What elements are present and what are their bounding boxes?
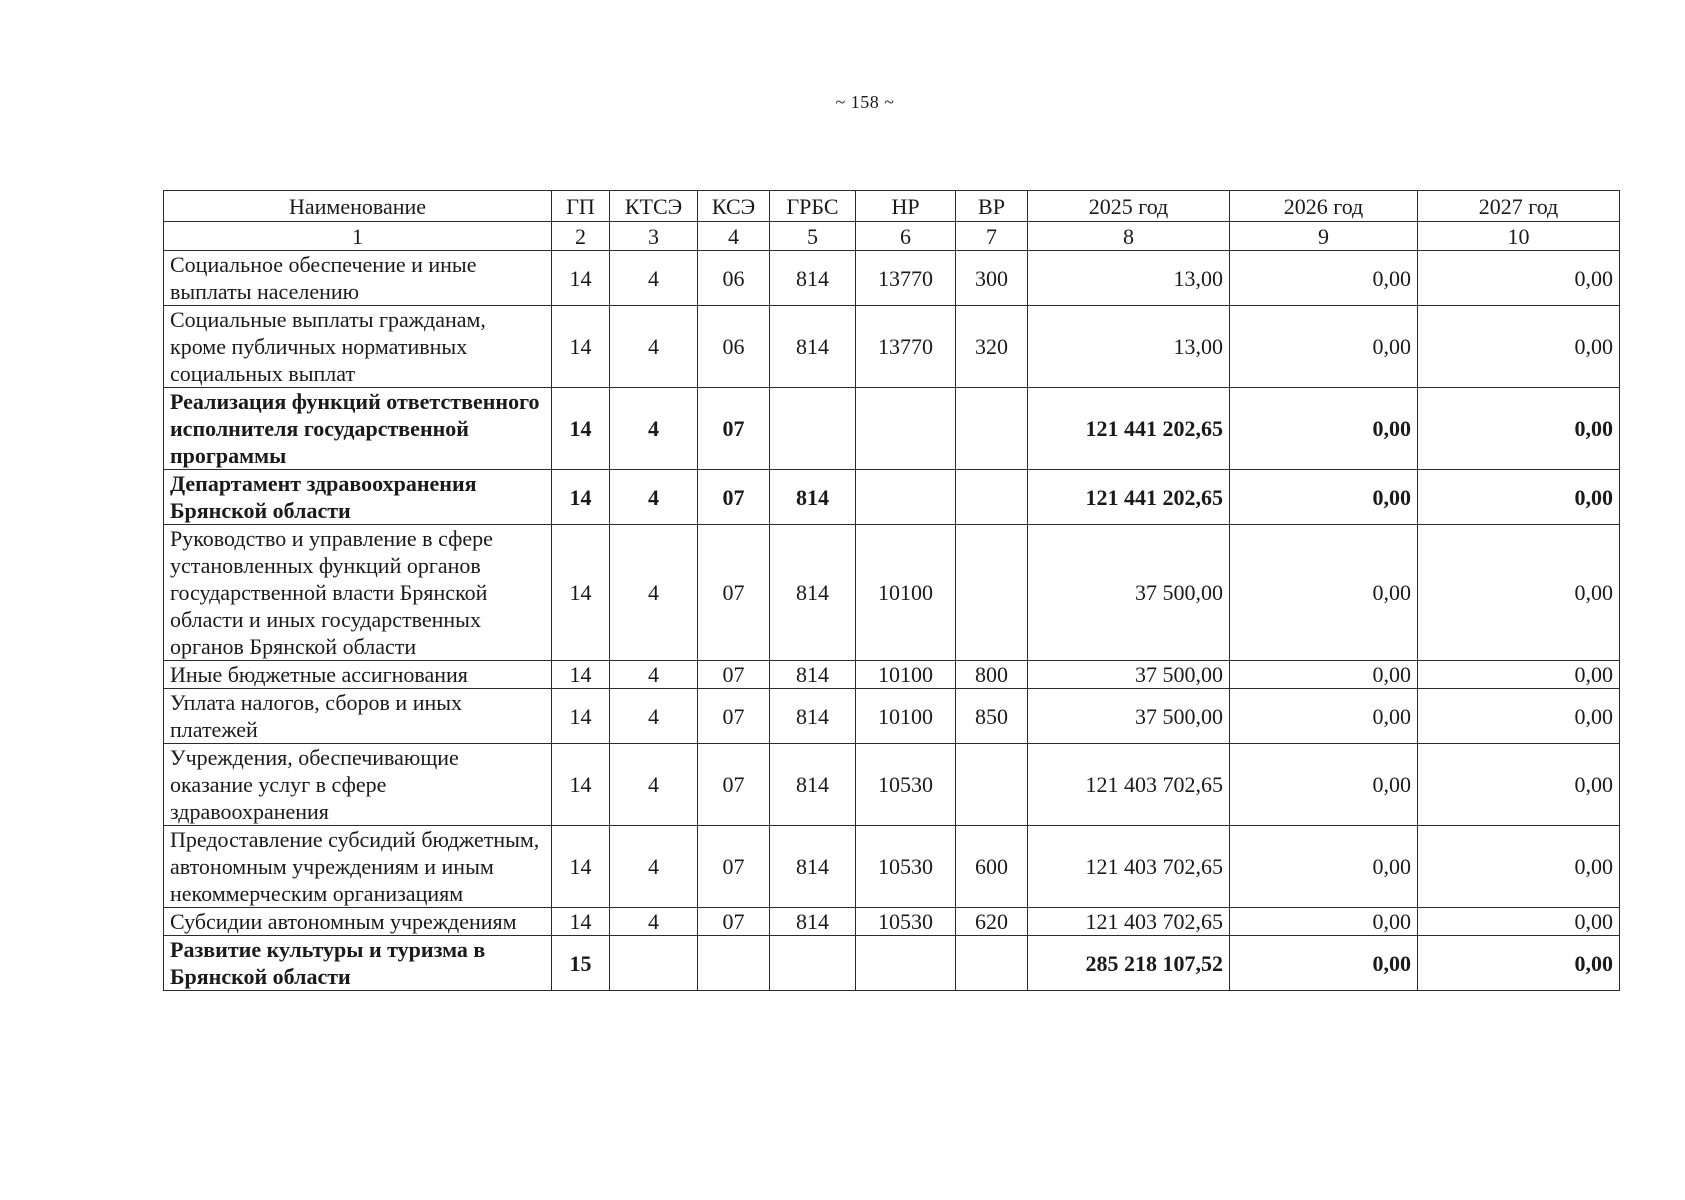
row-amount-2026: 0,00	[1230, 470, 1418, 525]
row-nr: 13770	[856, 306, 956, 388]
row-gp: 14	[552, 306, 610, 388]
row-name: Предоставление субсидий бюджетным, автономным учреждениям и иным некоммерческим организациям	[164, 826, 552, 908]
header-ktse: КТСЭ	[610, 191, 698, 222]
row-grbs: 814	[770, 689, 856, 744]
row-nr: 13770	[856, 251, 956, 306]
row-vr	[956, 388, 1028, 470]
row-grbs: 814	[770, 525, 856, 661]
column-number: 7	[956, 222, 1028, 251]
table-row	[164, 306, 1620, 388]
row-grbs: 814	[770, 826, 856, 908]
row-amount-2026: 0,00	[1230, 306, 1418, 388]
row-amount-2027: 0,00	[1418, 744, 1620, 826]
column-number: 9	[1230, 222, 1418, 251]
row-amount-2025: 37 500,00	[1028, 689, 1230, 744]
row-kse: 07	[698, 744, 770, 826]
row-vr	[956, 525, 1028, 661]
row-vr: 850	[956, 689, 1028, 744]
row-grbs: 814	[770, 251, 856, 306]
row-ktse	[610, 936, 698, 991]
row-ktse: 4	[610, 470, 698, 525]
row-nr	[856, 470, 956, 525]
row-amount-2025: 121 403 702,65	[1028, 744, 1230, 826]
row-amount-2025: 121 403 702,65	[1028, 826, 1230, 908]
row-name: Иные бюджетные ассигнования	[164, 661, 552, 689]
row-gp: 14	[552, 744, 610, 826]
row-gp: 14	[552, 251, 610, 306]
table-row	[164, 251, 1620, 306]
row-vr: 300	[956, 251, 1028, 306]
row-name: Субсидии автономным учреждениям	[164, 908, 552, 936]
row-vr: 320	[956, 306, 1028, 388]
row-vr: 600	[956, 826, 1028, 908]
row-kse: 07	[698, 388, 770, 470]
row-amount-2026: 0,00	[1230, 826, 1418, 908]
row-amount-2025: 13,00	[1028, 306, 1230, 388]
row-ktse: 4	[610, 661, 698, 689]
row-amount-2026: 0,00	[1230, 936, 1418, 991]
row-vr	[956, 744, 1028, 826]
row-grbs: 814	[770, 470, 856, 525]
row-amount-2027: 0,00	[1418, 689, 1620, 744]
row-ktse: 4	[610, 826, 698, 908]
row-name: Департамент здравоохранения Брянской области	[164, 470, 552, 525]
row-amount-2026: 0,00	[1230, 388, 1418, 470]
row-amount-2026: 0,00	[1230, 908, 1418, 936]
budget-table	[163, 190, 1620, 991]
row-nr: 10100	[856, 661, 956, 689]
row-gp: 14	[552, 388, 610, 470]
row-name: Учреждения, обеспечивающие оказание услуг в сфере здравоохранения	[164, 744, 552, 826]
row-ktse: 4	[610, 525, 698, 661]
row-nr: 10530	[856, 826, 956, 908]
row-amount-2027: 0,00	[1418, 306, 1620, 388]
header-name: Наименование	[164, 191, 552, 222]
row-amount-2027: 0,00	[1418, 388, 1620, 470]
table-row	[164, 661, 1620, 689]
table-row	[164, 470, 1620, 525]
column-number: 4	[698, 222, 770, 251]
row-vr	[956, 470, 1028, 525]
row-amount-2027: 0,00	[1418, 251, 1620, 306]
header-vr: ВР	[956, 191, 1028, 222]
row-kse: 07	[698, 826, 770, 908]
row-kse: 07	[698, 689, 770, 744]
column-number: 2	[552, 222, 610, 251]
row-gp: 14	[552, 525, 610, 661]
row-amount-2026: 0,00	[1230, 689, 1418, 744]
page-number: ~ 158 ~	[835, 92, 895, 112]
row-amount-2027: 0,00	[1418, 525, 1620, 661]
row-kse: 06	[698, 306, 770, 388]
row-amount-2027: 0,00	[1418, 826, 1620, 908]
table-row	[164, 388, 1620, 470]
column-number: 3	[610, 222, 698, 251]
row-gp: 14	[552, 661, 610, 689]
row-amount-2025: 121 441 202,65	[1028, 470, 1230, 525]
row-name: Уплата налогов, сборов и иных платежей	[164, 689, 552, 744]
row-amount-2026: 0,00	[1230, 525, 1418, 661]
row-name: Руководство и управление в сфере установленных функций органов государственной власти Брянской области и иных государственных органов Брянской области	[164, 525, 552, 661]
row-kse	[698, 936, 770, 991]
row-name: Социальные выплаты гражданам, кроме публичных нормативных социальных выплат	[164, 306, 552, 388]
table-row	[164, 689, 1620, 744]
column-number: 5	[770, 222, 856, 251]
column-number: 8	[1028, 222, 1230, 251]
row-grbs: 814	[770, 744, 856, 826]
row-amount-2025: 37 500,00	[1028, 525, 1230, 661]
row-grbs: 814	[770, 908, 856, 936]
row-vr	[956, 936, 1028, 991]
row-amount-2026: 0,00	[1230, 744, 1418, 826]
row-kse: 07	[698, 908, 770, 936]
row-amount-2025: 13,00	[1028, 251, 1230, 306]
row-gp: 15	[552, 936, 610, 991]
row-gp: 14	[552, 470, 610, 525]
row-amount-2027: 0,00	[1418, 936, 1620, 991]
column-number: 1	[164, 222, 552, 251]
row-grbs: 814	[770, 661, 856, 689]
column-number: 10	[1418, 222, 1620, 251]
header-2026: 2026 год	[1230, 191, 1418, 222]
row-gp: 14	[552, 826, 610, 908]
header-row	[164, 191, 1620, 222]
row-ktse: 4	[610, 388, 698, 470]
row-name: Реализация функций ответственного исполнителя государственной программы	[164, 388, 552, 470]
table-row	[164, 936, 1620, 991]
row-nr	[856, 936, 956, 991]
header-2027: 2027 год	[1418, 191, 1620, 222]
row-ktse: 4	[610, 689, 698, 744]
header-gp: ГП	[552, 191, 610, 222]
row-ktse: 4	[610, 306, 698, 388]
row-kse: 07	[698, 470, 770, 525]
row-kse: 06	[698, 251, 770, 306]
row-nr: 10530	[856, 908, 956, 936]
row-amount-2025: 285 218 107,52	[1028, 936, 1230, 991]
column-number: 6	[856, 222, 956, 251]
row-amount-2026: 0,00	[1230, 661, 1418, 689]
row-nr: 10100	[856, 525, 956, 661]
row-amount-2025: 121 441 202,65	[1028, 388, 1230, 470]
row-amount-2025: 121 403 702,65	[1028, 908, 1230, 936]
row-ktse: 4	[610, 744, 698, 826]
row-vr: 620	[956, 908, 1028, 936]
row-amount-2026: 0,00	[1230, 251, 1418, 306]
row-nr: 10100	[856, 689, 956, 744]
row-amount-2027: 0,00	[1418, 661, 1620, 689]
row-amount-2027: 0,00	[1418, 470, 1620, 525]
row-nr: 10530	[856, 744, 956, 826]
header-2025: 2025 год	[1028, 191, 1230, 222]
row-amount-2025: 37 500,00	[1028, 661, 1230, 689]
table-row	[164, 826, 1620, 908]
row-gp: 14	[552, 689, 610, 744]
table-row	[164, 525, 1620, 661]
column-number-row	[164, 222, 1620, 251]
row-gp: 14	[552, 908, 610, 936]
table-row	[164, 744, 1620, 826]
row-ktse: 4	[610, 908, 698, 936]
row-kse: 07	[698, 661, 770, 689]
header-nr: НР	[856, 191, 956, 222]
row-ktse: 4	[610, 251, 698, 306]
row-grbs: 814	[770, 306, 856, 388]
header-kse: КСЭ	[698, 191, 770, 222]
row-grbs	[770, 936, 856, 991]
row-nr	[856, 388, 956, 470]
row-vr: 800	[956, 661, 1028, 689]
table-row	[164, 908, 1620, 936]
header-grbs: ГРБС	[770, 191, 856, 222]
row-name: Развитие культуры и туризма в Брянской области	[164, 936, 552, 991]
row-grbs	[770, 388, 856, 470]
row-kse: 07	[698, 525, 770, 661]
row-amount-2027: 0,00	[1418, 908, 1620, 936]
row-name: Социальное обеспечение и иные выплаты населению	[164, 251, 552, 306]
